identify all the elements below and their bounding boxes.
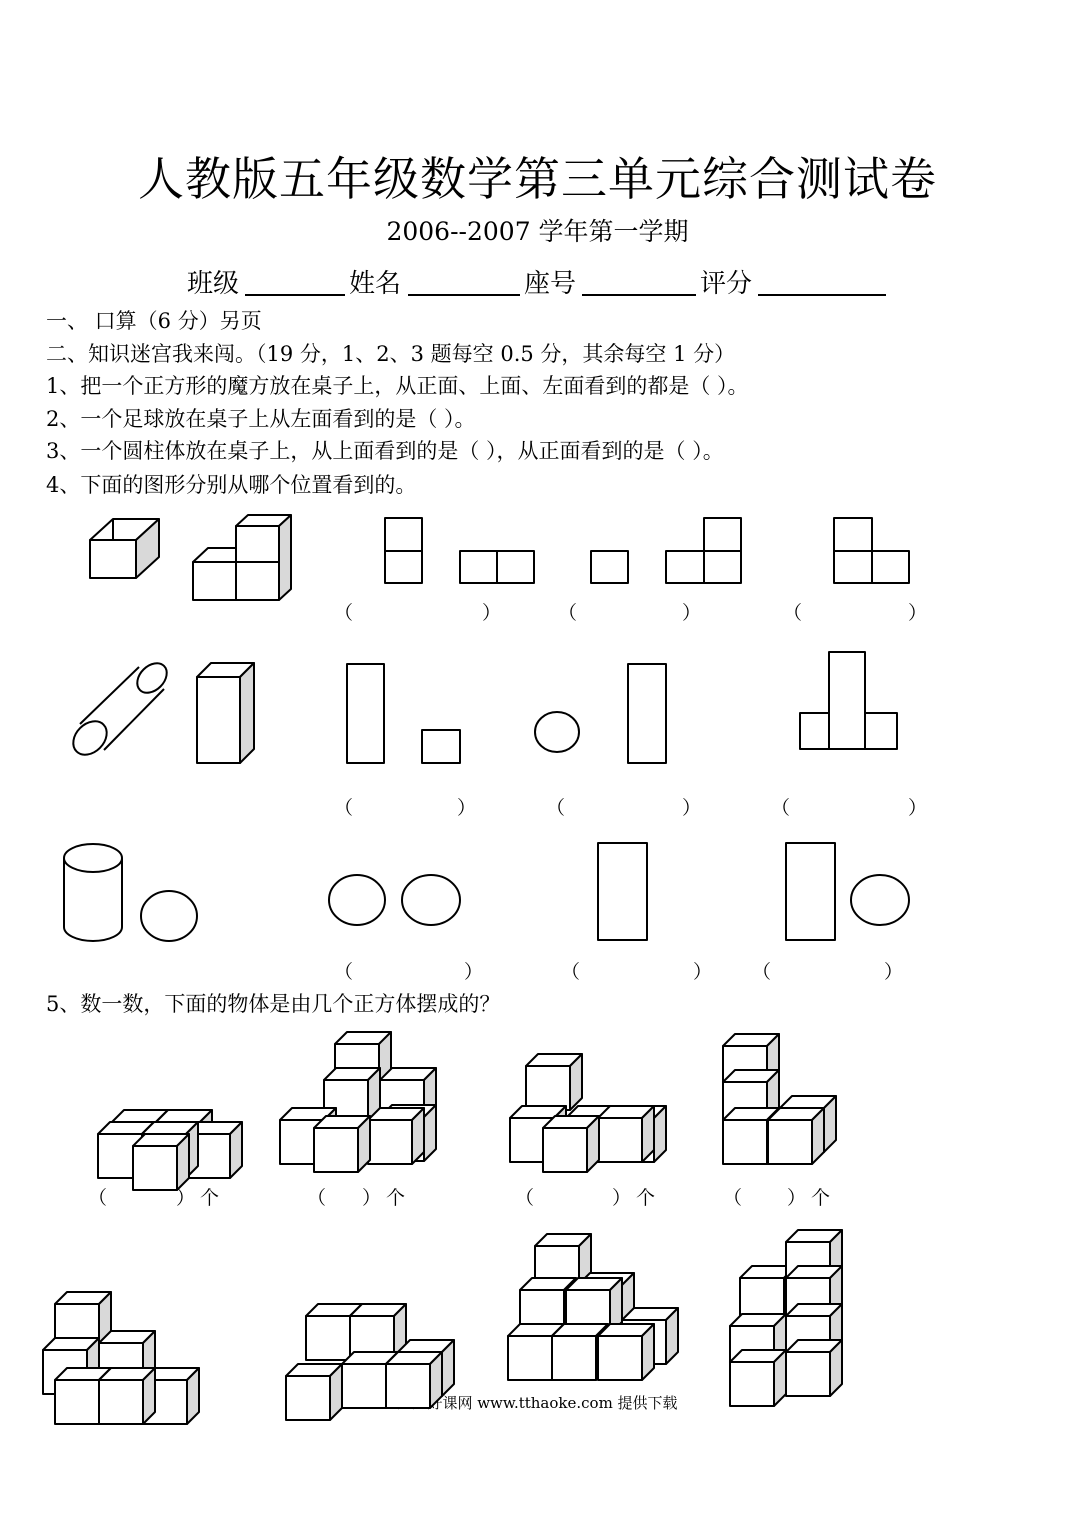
paren-open: （ bbox=[307, 1187, 327, 1209]
view-t-shape bbox=[800, 652, 897, 749]
section-1-heading: 一、 口算（6 分）另页 bbox=[46, 309, 262, 333]
paren-close: ） bbox=[682, 797, 702, 819]
view-vertical-two bbox=[385, 518, 422, 583]
paren-open: （ bbox=[88, 1187, 108, 1209]
tall-prism-figure bbox=[197, 663, 254, 763]
cube-stack-figure-6 bbox=[286, 1304, 454, 1420]
cube-stack-figure-5 bbox=[43, 1292, 199, 1424]
question-5: 5、数一数，下面的物体是由几个正方体摆成的？ bbox=[46, 992, 501, 1016]
paren-open: （ bbox=[546, 797, 566, 819]
paren-open: （ bbox=[334, 961, 354, 983]
section-2-heading: 二、知识迷宫我来闯。（19 分，1、2、3 题每空 0.5 分，其余每空 1 分） bbox=[46, 342, 736, 366]
paren-open: （ bbox=[334, 602, 354, 624]
paren-open: （ bbox=[723, 1187, 743, 1209]
paren-close: ） bbox=[908, 797, 928, 819]
question-4: 4、下面的图形分别从哪个位置看到的。 bbox=[46, 473, 417, 497]
paren-close: ） bbox=[884, 961, 904, 983]
question-2: 2、一个足球放在桌子上从左面看到的是（ ）。 bbox=[46, 407, 476, 431]
paren-close: ） bbox=[612, 1187, 632, 1209]
paren-close: ） bbox=[362, 1187, 382, 1209]
score-label: 评分 bbox=[700, 269, 753, 299]
cube-stack-figure-1 bbox=[98, 1110, 242, 1190]
paren-open: （ bbox=[561, 961, 581, 983]
view-tall-rect bbox=[786, 843, 835, 940]
paren-close: ） bbox=[457, 797, 477, 819]
single-cube-figure bbox=[90, 519, 159, 578]
unit-ge: 个 bbox=[636, 1187, 656, 1209]
unit-ge: 个 bbox=[386, 1187, 406, 1209]
cube-stack-figure-3 bbox=[510, 1054, 666, 1172]
view-tall-rect bbox=[347, 664, 384, 763]
view-l-shape bbox=[666, 518, 741, 583]
paren-close: ） bbox=[482, 602, 502, 624]
view-horizontal-two bbox=[460, 551, 534, 583]
paren-open: （ bbox=[783, 602, 803, 624]
seat-label: 座号 bbox=[524, 269, 577, 299]
view-tall-rect bbox=[628, 664, 666, 763]
paren-open: （ bbox=[515, 1187, 535, 1209]
page-title: 人教版五年级数学第三单元综合测试卷 bbox=[138, 152, 937, 206]
cube-stack-figure-8 bbox=[730, 1230, 842, 1406]
paren-close: ） bbox=[908, 602, 928, 624]
footer-credit: 趣趣好课网 www.tthaoke.com 提供下载 bbox=[397, 1394, 678, 1412]
cube-stack-figure-7 bbox=[508, 1234, 678, 1380]
cube-stack-figure-2 bbox=[280, 1032, 436, 1172]
paren-open: （ bbox=[752, 961, 772, 983]
ball-figure bbox=[141, 891, 197, 941]
view-circle bbox=[402, 875, 460, 925]
view-l-shape-left bbox=[834, 518, 909, 583]
view-circle bbox=[851, 875, 909, 925]
view-single-square bbox=[591, 551, 628, 583]
question-1: 1、把一个正方形的魔方放在桌子上，从正面、上面、左面看到的都是（ ）。 bbox=[46, 374, 749, 398]
paren-close: ） bbox=[464, 961, 484, 983]
standing-cylinder-figure bbox=[64, 844, 122, 941]
view-circle bbox=[329, 875, 385, 925]
unit-ge: 个 bbox=[200, 1187, 220, 1209]
paren-open: （ bbox=[334, 797, 354, 819]
cube-stack-figure-4 bbox=[723, 1034, 836, 1164]
paren-close: ） bbox=[682, 602, 702, 624]
paren-open: （ bbox=[558, 602, 578, 624]
lying-cylinder-figure bbox=[67, 657, 173, 761]
paren-close: ） bbox=[787, 1187, 807, 1209]
name-label: 姓名 bbox=[349, 269, 402, 299]
view-small-square bbox=[422, 730, 460, 763]
paren-close: ） bbox=[693, 961, 713, 983]
paren-open: （ bbox=[771, 797, 791, 819]
view-tall-rect bbox=[598, 843, 647, 940]
paren-close: ） bbox=[176, 1187, 196, 1209]
view-circle bbox=[535, 712, 579, 752]
unit-ge: 个 bbox=[811, 1187, 831, 1209]
l-cube-figure bbox=[193, 515, 291, 600]
question-3: 3、一个圆柱体放在桌子上，从上面看到的是（ ），从正面看到的是（ ）。 bbox=[46, 439, 724, 463]
page-subtitle: 2006--2007 学年第一学期 bbox=[386, 217, 689, 246]
class-label: 班级 bbox=[187, 269, 240, 299]
